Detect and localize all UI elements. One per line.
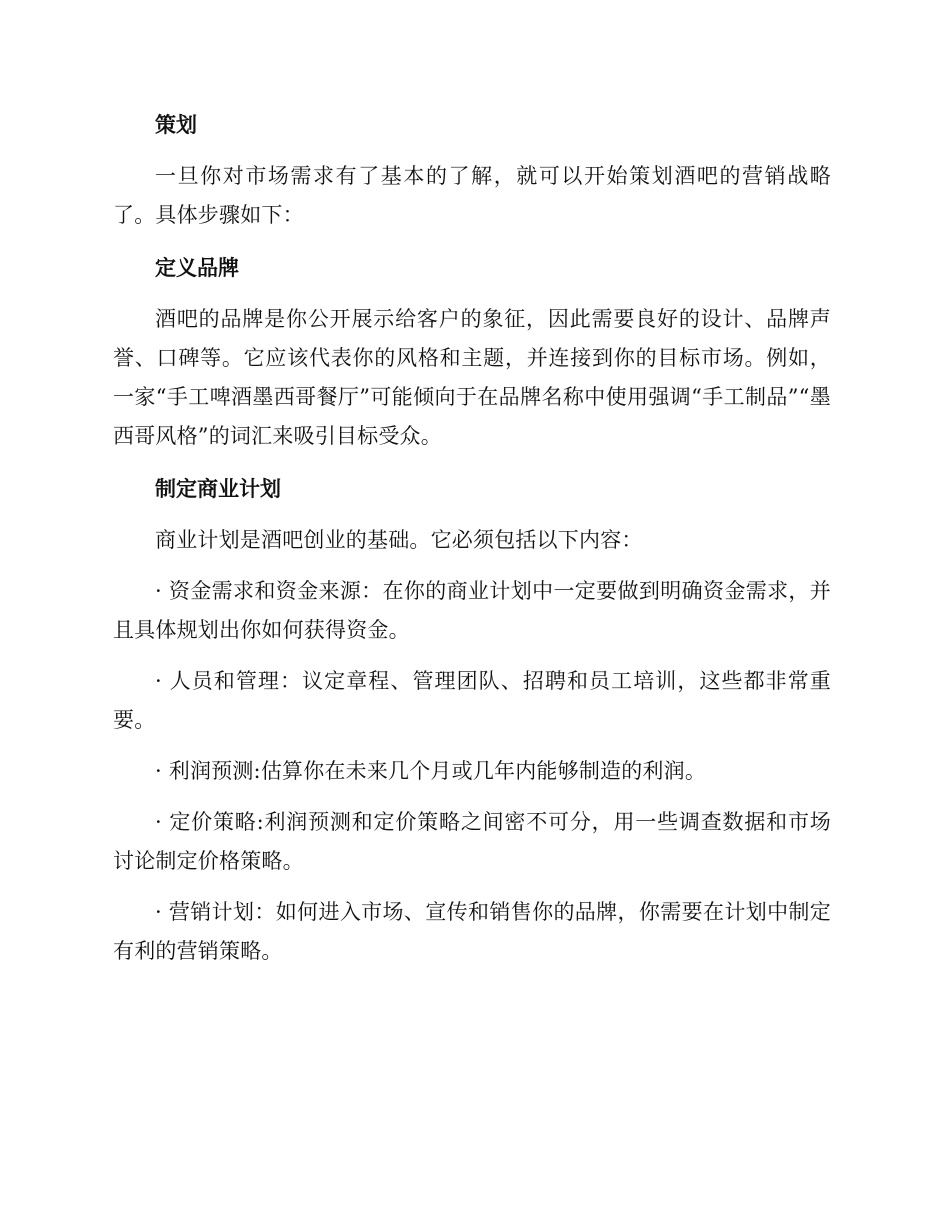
section-heading-planning: 策划 [155,113,197,137]
list-item-marketing: · 营销计划：如何进入市场、宣传和销售你的品牌，你需要在计划中制定有利的营销策略。 [113,900,831,963]
paragraph-business-plan-intro: 商业计划是酒吧创业的基础。它必须包括以下内容： [155,528,643,552]
paragraph-brand: 酒吧的品牌是你公开展示给客户的象征，因此需要良好的设计、品牌声誉、口碑等。它应该代表你的风格和主题，并连接到你的目标市场。例如，一家“手工啤酒墨西哥餐厅”可能倾向于在品牌名称中使用强调“手工制品”“墨西哥风格”的词汇来吸引目标受众。 [113,307,831,448]
list-item-pricing: · 定价策略:利润预测和定价策略之间密不可分，用一些调查数据和市场讨论制定价格策略。 [113,810,831,873]
section-heading-business-plan: 制定商业计划 [155,477,281,501]
list-item-funding: · 资金需求和资金来源：在你的商业计划中一定要做到明确资金需求，并且具体规划出你如何获得资金。 [113,579,831,642]
list-item-profit-forecast: · 利润预测:估算你在未来几个月或几年内能够制造的利润。 [155,759,707,783]
section-heading-define-brand: 定义品牌 [155,256,239,280]
paragraph-intro: 一旦你对市场需求有了基本的了解，就可以开始策划酒吧的营销战略了。具体步骤如下： [113,164,831,227]
list-item-personnel: · 人员和管理：议定章程、管理团队、招聘和员工培训，这些都非常重要。 [113,669,831,732]
document-body [113,104,831,983]
